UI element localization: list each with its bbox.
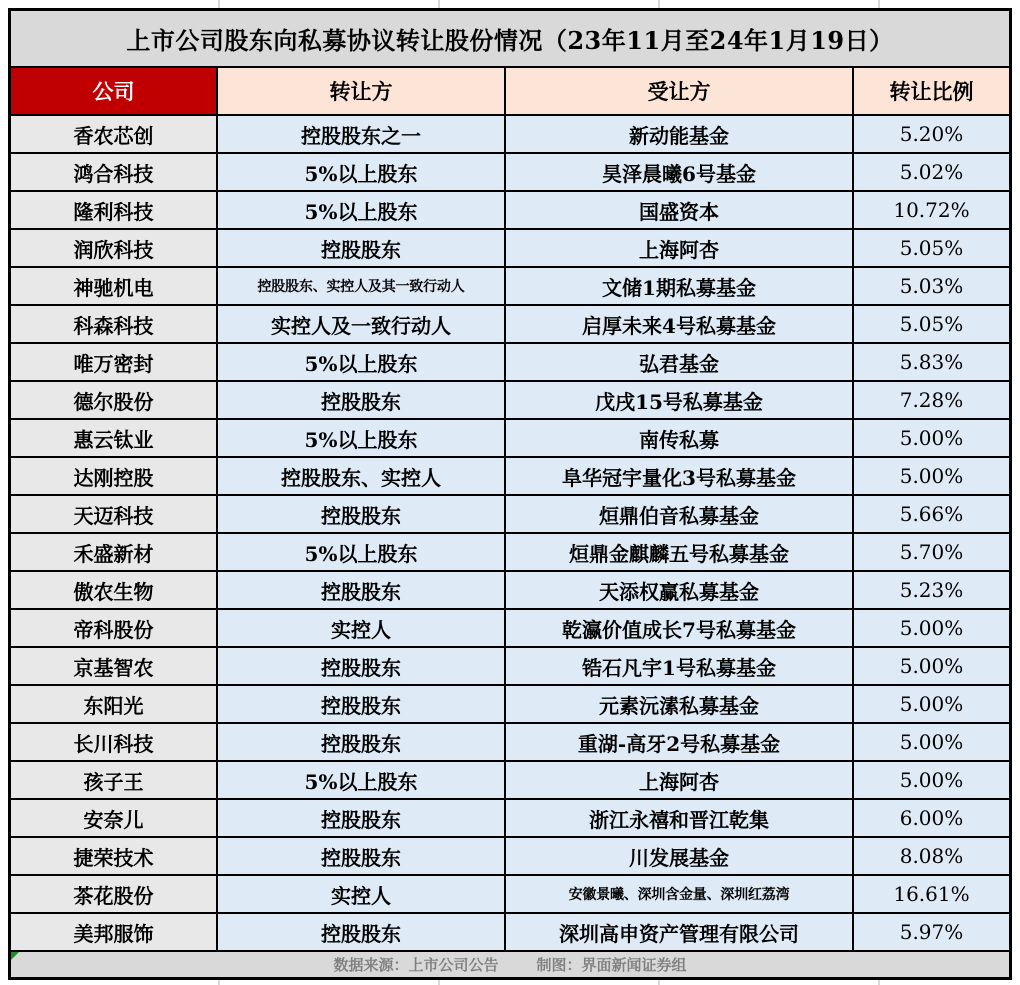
transferor-cell: 实控人: [218, 610, 506, 648]
share-transfer-table: [8, 8, 1012, 980]
transferee-cell: 浙江永禧和晋江乾集: [506, 800, 854, 838]
company-cell: 孩子王: [11, 762, 218, 800]
spreadsheet-gridline-strip-top: [0, 0, 1020, 8]
header-transferee: 受让方: [506, 68, 854, 116]
company-cell: 美邦服饰: [11, 914, 218, 952]
transfer-ratio-cell: 5.83%: [854, 344, 1009, 382]
transferee-cell: 锆石凡宇1号私募基金: [506, 648, 854, 686]
transferor-cell: 控股股东: [218, 496, 506, 534]
table-row: [11, 800, 1009, 838]
transferor-cell: 控股股东: [218, 686, 506, 724]
transfer-ratio-cell: 5.00%: [854, 610, 1009, 648]
transfer-ratio-cell: 5.66%: [854, 496, 1009, 534]
transferee-cell: 深圳高申资产管理有限公司: [506, 914, 854, 952]
header-transferor: 转让方: [218, 68, 506, 116]
transferee-cell: 天添权赢私募基金: [506, 572, 854, 610]
transferee-cell: 昊泽晨曦6号基金: [506, 154, 854, 192]
company-cell: 安奈儿: [11, 800, 218, 838]
transferor-cell: 实控人: [218, 876, 506, 914]
company-cell: 京基智农: [11, 648, 218, 686]
transfer-ratio-cell: 5.00%: [854, 724, 1009, 762]
table-row: [11, 306, 1009, 344]
header-company: 公司: [11, 68, 218, 116]
transferor-cell: 控股股东: [218, 724, 506, 762]
transfer-ratio-cell: 8.08%: [854, 838, 1009, 876]
transferee-cell: 烜鼎伯音私募基金: [506, 496, 854, 534]
transferor-cell: 5%以上股东: [218, 534, 506, 572]
table-row: [11, 648, 1009, 686]
company-cell: 天迈科技: [11, 496, 218, 534]
table-row: [11, 154, 1009, 192]
company-cell: 香农芯创: [11, 116, 218, 154]
transferee-cell: 元素沅溸私募基金: [506, 686, 854, 724]
transfer-ratio-cell: 5.05%: [854, 306, 1009, 344]
transferor-cell: 控股股东: [218, 838, 506, 876]
table-row: [11, 382, 1009, 420]
transfer-ratio-cell: 5.00%: [854, 762, 1009, 800]
company-cell: 惠云钛业: [11, 420, 218, 458]
transferor-cell: 控股股东: [218, 648, 506, 686]
company-cell: 茶花股份: [11, 876, 218, 914]
table-body: [11, 116, 1009, 952]
transferee-cell: 烜鼎金麒麟五号私募基金: [506, 534, 854, 572]
transferor-cell: 控股股东: [218, 800, 506, 838]
transferor-cell: 5%以上股东: [218, 344, 506, 382]
header-transfer-ratio: 转让比例: [854, 68, 1009, 116]
transferor-cell: 控股股东、实控人及其一致行动人: [218, 268, 506, 306]
company-cell: 隆利科技: [11, 192, 218, 230]
transferee-cell: 南传私募: [506, 420, 854, 458]
table-row: [11, 914, 1009, 952]
transfer-ratio-cell: 5.20%: [854, 116, 1009, 154]
company-cell: 润欣科技: [11, 230, 218, 268]
table-row: [11, 496, 1009, 534]
transfer-ratio-cell: 5.97%: [854, 914, 1009, 952]
transferor-cell: 控股股东、实控人: [218, 458, 506, 496]
table-title: 上市公司股东向私募协议转让股份情况（23年11月至24年1月19日）: [11, 11, 1009, 68]
table-row: [11, 344, 1009, 382]
table-row: [11, 876, 1009, 914]
transferor-cell: 5%以上股东: [218, 192, 506, 230]
table-row: [11, 572, 1009, 610]
transfer-ratio-cell: 5.03%: [854, 268, 1009, 306]
transfer-ratio-cell: 6.00%: [854, 800, 1009, 838]
spreadsheet-gridline-strip-bottom: [0, 980, 1020, 985]
transferor-cell: 控股股东之一: [218, 116, 506, 154]
transfer-ratio-cell: 5.23%: [854, 572, 1009, 610]
table-row: [11, 686, 1009, 724]
company-cell: 唯万密封: [11, 344, 218, 382]
transferor-cell: 控股股东: [218, 914, 506, 952]
table-row: [11, 762, 1009, 800]
transfer-ratio-cell: 5.00%: [854, 420, 1009, 458]
transferee-cell: 上海阿杏: [506, 762, 854, 800]
company-cell: 德尔股份: [11, 382, 218, 420]
credit-label: 制图：界面新闻证券组: [536, 956, 687, 974]
transferee-cell: 重湖-高牙2号私募基金: [506, 724, 854, 762]
company-cell: 鸿合科技: [11, 154, 218, 192]
transfer-ratio-cell: 5.00%: [854, 648, 1009, 686]
data-source-label: 数据来源：上市公司公告: [333, 956, 499, 974]
table-row: [11, 838, 1009, 876]
company-cell: 达刚控股: [11, 458, 218, 496]
transfer-ratio-cell: 16.61%: [854, 876, 1009, 914]
transferee-cell: 启厚未来4号私募基金: [506, 306, 854, 344]
table-header-row: [11, 68, 1009, 116]
company-cell: 捷荣技术: [11, 838, 218, 876]
transferor-cell: 5%以上股东: [218, 762, 506, 800]
table-row: [11, 192, 1009, 230]
company-cell: 傲农生物: [11, 572, 218, 610]
company-cell: 帝科股份: [11, 610, 218, 648]
excel-error-triangle-icon: [11, 952, 19, 960]
transfer-ratio-cell: 5.02%: [854, 154, 1009, 192]
company-cell: 东阳光: [11, 686, 218, 724]
transfer-ratio-cell: 5.00%: [854, 458, 1009, 496]
company-cell: 神驰机电: [11, 268, 218, 306]
company-cell: 禾盛新材: [11, 534, 218, 572]
transferor-cell: 实控人及一致行动人: [218, 306, 506, 344]
table-row: [11, 116, 1009, 154]
transferee-cell: 新动能基金: [506, 116, 854, 154]
table-row: [11, 534, 1009, 572]
transfer-ratio-cell: 5.00%: [854, 686, 1009, 724]
transferee-cell: 国盛资本: [506, 192, 854, 230]
transfer-ratio-cell: 10.72%: [854, 192, 1009, 230]
transfer-ratio-cell: 5.70%: [854, 534, 1009, 572]
table-row: [11, 458, 1009, 496]
table-row: [11, 268, 1009, 306]
transferee-cell: 戊戌15号私募基金: [506, 382, 854, 420]
transferee-cell: 阜华冠宇量化3号私募基金: [506, 458, 854, 496]
company-cell: 科森科技: [11, 306, 218, 344]
table-row: [11, 724, 1009, 762]
transferee-cell: 川发展基金: [506, 838, 854, 876]
transferee-cell: 上海阿杏: [506, 230, 854, 268]
table-footer: [11, 952, 1009, 977]
transferor-cell: 控股股东: [218, 572, 506, 610]
table-row: [11, 230, 1009, 268]
transferee-cell: 安徽景曦、深圳含金量、深圳红荔湾: [506, 876, 854, 914]
transferor-cell: 5%以上股东: [218, 420, 506, 458]
table-row: [11, 610, 1009, 648]
table-row: [11, 420, 1009, 458]
transferee-cell: 文储1期私募基金: [506, 268, 854, 306]
transferee-cell: 弘君基金: [506, 344, 854, 382]
transferor-cell: 控股股东: [218, 382, 506, 420]
transfer-ratio-cell: 5.05%: [854, 230, 1009, 268]
transferee-cell: 乾瀛价值成长7号私募基金: [506, 610, 854, 648]
transferor-cell: 控股股东: [218, 230, 506, 268]
transfer-ratio-cell: 7.28%: [854, 382, 1009, 420]
company-cell: 长川科技: [11, 724, 218, 762]
transferor-cell: 5%以上股东: [218, 154, 506, 192]
